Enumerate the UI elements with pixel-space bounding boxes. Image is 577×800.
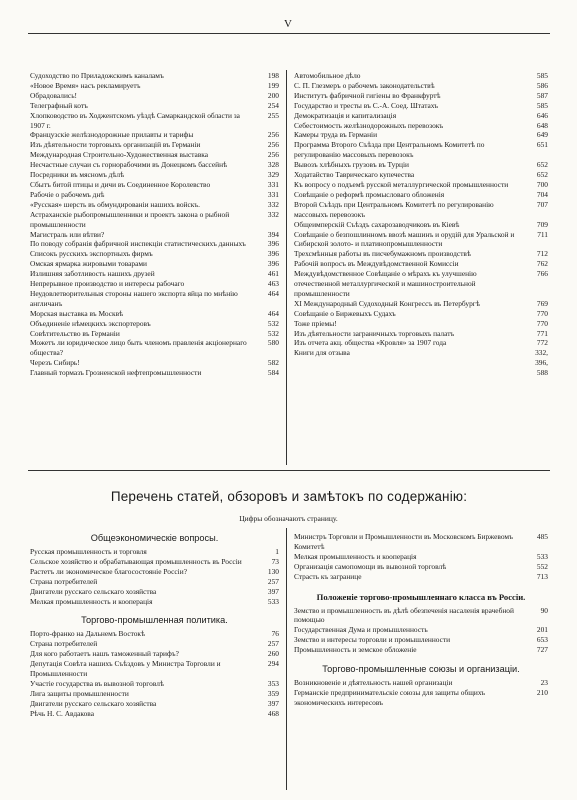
entry-title: Совѣщаніе о реформѣ промысловаго обложенія [294,189,445,199]
entry-page: 396 [267,239,279,249]
entry-title: Рабочіе о рабочемъ днѣ [30,189,105,199]
entry-title: Для кого работаетъ нашъ таможенный тарифъ? [30,649,179,659]
entry-page: 210 [536,687,548,697]
entry-title: Телеграфный котъ [30,100,88,110]
index-entry [30,319,279,329]
entry-page: 709 [536,219,548,229]
category-heading: Положеніе торгово-промышленнаго класса въ Россіи. [316,591,526,602]
index-entry [294,121,548,131]
index-entry [30,81,279,91]
index-entry [294,140,548,160]
index-entry [294,160,548,170]
entry-title: Совѣтительство въ Германіи [30,328,120,338]
entry-page: 769 [536,298,548,308]
entry-page: 464 [267,288,279,298]
entry-page: 463 [267,279,279,289]
index-entry [30,150,279,160]
entry-page: 649 [536,130,548,140]
entry-page: 332 [267,199,279,209]
index-entry [30,170,279,180]
index-entry [294,552,548,562]
index-entry [294,220,548,230]
entry-title: Земство и интересы торговли и промышленности [294,635,451,645]
entry-page: 651 [536,140,548,150]
entry-title: Объединеніе нѣмецкихъ экспортеровъ [30,318,151,328]
index-entry [294,269,548,299]
entry-title: Международная Строительно-Художественная выставка [30,150,209,160]
entry-title: С. П. Глезмеръ о рабочемъ законодательствѣ [294,80,435,90]
index-entry [30,269,279,279]
entry-title: По поводу собранія фабричной инспекціи статистическихъ данныхъ [30,239,246,249]
index-entry [30,210,279,230]
entry-title: Мелкая промышленность и кооперація [30,596,153,606]
entry-page: 199 [267,80,279,90]
index-entry [294,338,548,348]
entry-title: Изъ отчета акц. общества «Кровля» за 1907 года [294,338,447,348]
entry-page: 707 [536,199,548,209]
index-entry [30,259,279,269]
entry-title: Автомобильное дѣло [294,71,361,80]
entry-page: 260 [267,649,279,659]
entry-title: Растетъ ли экономическое благосостояніе Россіи? [30,566,187,576]
entry-page: 648 [536,120,548,130]
entry-title: Государство и тресты въ С.-А. Соед. Штатахъ [294,100,439,110]
index-entry [30,111,279,131]
content-column-bottom-left [30,528,279,719]
index-entry [294,572,548,582]
entry-page: 586 [536,80,548,90]
entry-page: 582 [267,358,279,368]
index-entry [30,639,279,649]
entry-title: Страна потребителей [30,639,98,649]
entry-title: Мелкая промышленность и кооперація [294,551,417,561]
entry-title: Главный тормазъ Грозненской нефтепромышленности [30,368,202,378]
entry-title: Изъ дѣятельности торговыхъ организацій въ Германіи [30,140,201,150]
index-entry [294,101,548,111]
entry-title: «Русская» шерсть въ обмундированіи нашихъ войскъ. [30,199,201,209]
index-entry [30,547,279,557]
entry-title: Излишняя заботливость нашихъ друзей [30,269,155,279]
index-entry [30,659,279,679]
entry-page: 359 [267,688,279,698]
entry-page: 713 [536,571,548,581]
entry-page: 762 [536,259,548,269]
entry-page: 532 [267,318,279,328]
entry-page: 485 [536,532,548,541]
entry-page: 76 [271,629,279,639]
entry-page: 256 [267,150,279,160]
entry-title: Промышленность и земское обложеніе [294,645,417,655]
section-title: Перечень статей, обзоровъ и замѣтокъ по содержанію: [110,489,468,504]
entry-title: Хлопководство въ Ходжентскомъ уѣздѣ Самаркандской области за 1907 г. [30,110,240,130]
entry-page: 331 [267,179,279,189]
entry-page: 396 [267,259,279,269]
entry-page: 532 [267,328,279,338]
index-entry [294,81,548,91]
index-entry [294,645,548,655]
category-heading: Торгово-промышленные союзы и организаціи. [322,664,520,675]
entry-title: Порто-франко на Дальнемъ Востокѣ [30,629,146,639]
entry-page: 712 [536,249,548,259]
entry-title: Страна потребителей [30,576,98,586]
index-entry [30,200,279,210]
index-entry [30,689,279,699]
entry-page: 201 [536,625,548,635]
entry-title: Второй Съѣздъ при Центральномъ Комитетѣ по регулированію массовыхъ перевозокъ [294,199,494,219]
index-entry [294,688,548,708]
entry-page: 255 [267,110,279,120]
entry-title: Междувѣдомственное Совѣщаніе о мѣрахъ къ улучшенію отечественной металлургической и машиностроительной промышленности [294,269,477,298]
entry-title: Вывозъ хлѣбныхъ грузовъ въ Турціи [294,160,409,170]
section-rule [28,470,550,471]
entry-page: 394 [267,229,279,239]
entry-title: Двигатели русскаго сельскаго хозяйства [30,586,157,596]
index-entry [30,649,279,659]
entry-title: Тоже пріемы! [294,318,337,328]
entry-title: Страсть къ загранице [294,571,362,581]
index-entry [294,625,548,635]
section-subtitle: Цифры обозначаютъ страницу. [239,514,338,523]
index-entry [294,249,548,259]
entry-title: Омская ярмарка жировыми товарами [30,259,147,269]
index-entry [30,557,279,567]
entry-page: 256 [267,130,279,140]
entry-page: 329 [267,170,279,180]
index-entry [30,587,279,597]
entry-page: 704 [536,189,548,199]
entry-title: Несчастные случаи съ горнорабочими въ Донецкомъ бассейнѣ [30,160,228,170]
index-entry [294,130,548,140]
index-entry [30,577,279,587]
entry-title: Морская выставка въ Москвѣ [30,308,124,318]
entry-page: 727 [536,645,548,655]
entry-page: 331 [267,189,279,199]
entry-title: Лига защиты промышленности [30,688,129,698]
entry-title: Возникновеніе и дѣятельность нашей организаціи [294,678,453,688]
entry-title: Общеимперскій Съѣздъ сахарозаводчиковъ въ Кіевѣ [294,219,460,229]
entry-page: 332, 396, 588 [535,348,548,378]
entry-title: Земство и промышленность въ дѣлѣ обезпеченія насаленія врачебной помощью [294,605,514,625]
entry-title: Сбытъ битой птицы и дичи въ Соединенное Королевство [30,179,211,189]
index-entry [294,635,548,645]
index-entry [30,709,279,719]
entry-page: 770 [536,318,548,328]
entry-page: 332 [267,209,279,219]
entry-title: «Новое Время» насъ рекламируетъ [30,80,141,90]
index-entry [30,279,279,289]
entry-page: 652 [536,170,548,180]
index-entry [294,348,548,378]
index-entry [294,562,548,572]
column-divider-bottom [286,528,287,790]
index-entry [30,140,279,150]
entry-page: 580 [267,338,279,348]
entry-title: Обрадовались! [30,90,78,100]
index-entry [294,532,548,552]
top-rule [28,33,550,34]
entry-page: 353 [267,678,279,688]
index-entry [294,309,548,319]
index-entry [294,230,548,250]
entry-page: 200 [267,90,279,100]
column-divider-top [286,70,287,465]
entry-title: Непрерывное производство и интересы рабочаго [30,279,185,289]
entry-page: 461 [267,269,279,279]
entry-page: 464 [267,308,279,318]
entry-page: 254 [267,100,279,110]
entry-title: Посредники въ мясномъ дѣлѣ [30,170,125,180]
entry-page: 468 [267,708,279,718]
entry-title: Можетъ ли юридическое лицо быть членомъ правленія акціонернаго общества? [30,338,247,358]
entry-title: Изъ дѣятельности заграничныхъ торговыхъ палатъ [294,328,455,338]
entry-page: 328 [267,160,279,170]
index-entry [30,190,279,200]
entry-page: 23 [540,678,548,688]
index-entry [30,629,279,639]
entry-page: 711 [537,229,548,239]
entry-page: 533 [267,596,279,606]
entry-page: 770 [536,308,548,318]
entry-title: Астраханскіе рыбопромышленники и проектъ закона о рыбной промышленности [30,209,230,229]
entry-title: Совѣщаніе о безпошлинномъ ввозѣ машинъ и орудій для Уральской и Сибирской золото- и платинопромышленности [294,229,515,249]
index-entry [30,329,279,339]
entry-title: Совѣщаніе о Биржевыхъ Судахъ [294,308,396,318]
entry-title: Демократизація и капитализація [294,110,397,120]
entry-page: 397 [267,586,279,596]
entry-title: Сельское хозяйство и обрабатывающая промышленность въ Россіи [30,556,242,566]
index-entry [294,91,548,101]
entry-page: 198 [267,71,279,80]
entry-title: Себестоимость желѣзнодорожныхъ перевозокъ [294,120,444,130]
index-entry [30,309,279,319]
entry-title: Судоходство по Приладожскимъ каналамъ [30,71,164,80]
index-entry [294,190,548,200]
entry-page: 257 [267,576,279,586]
entry-page: 396 [267,249,279,259]
entry-page: 652 [536,160,548,170]
entry-title: Министръ Торговли и Промышленности въ Московскомъ Биржевомъ Комитетѣ [294,532,513,551]
entry-page: 646 [536,110,548,120]
index-entry [294,170,548,180]
entry-page: 653 [536,635,548,645]
index-entry [30,230,279,240]
entry-title: Организація самопомощи въ вывозной торговлѣ [294,561,447,571]
index-entry [30,91,279,101]
index-entry [30,239,279,249]
page-number: V [284,18,293,30]
entry-page: 552 [536,561,548,571]
index-entry [30,699,279,709]
entry-page: 772 [536,338,548,348]
entry-title: Черезъ Сибирь! [30,358,80,368]
entry-page: 90 [540,605,548,615]
entry-title: Институтъ фабричной гигіены во Франкфуртѣ [294,90,441,100]
entry-title: Камеры труда въ Германіи [294,130,378,140]
index-entry [294,180,548,190]
index-entry [30,567,279,577]
entry-title: Неудовлетворительныя стороны нашего экспорта яйца по мнѣнію англичанъ [30,288,238,308]
entry-page: 1 [275,547,279,556]
index-entry [30,289,279,309]
entry-page: 130 [267,566,279,576]
index-entry [294,678,548,688]
entry-title: Программа Второго Съѣзда при Центральномъ Комитетѣ по регулированію массовыхъ перевозокъ [294,140,485,160]
index-entry [30,160,279,170]
entry-title: Книги для отзыва [294,348,350,358]
index-entry [294,259,548,269]
entry-page: 587 [536,90,548,100]
entry-title: Германскіе предпринимательскіе союзы для защиты общихъ экономическихъ интересовъ [294,687,486,707]
index-entry [30,338,279,358]
index-entry [294,329,548,339]
entry-page: 585 [536,71,548,80]
entry-title: Магистраль или вѣтви? [30,229,105,239]
entry-title: Рабочій вопросъ въ Междувѣдомственной Комиссіи [294,259,459,269]
entry-title: Французскіе желѣзнодорожные прилавты и тарифы [30,130,194,140]
entry-title: Ходатайство Таврическаго купечества [294,170,415,180]
index-entry [30,101,279,111]
entry-page: 766 [536,269,548,279]
entry-page: 533 [536,551,548,561]
entry-title: Къ вопросу о подъемѣ русской металлургической промышленности [294,179,509,189]
index-entry [30,249,279,259]
entry-title: Русская промышленность и торговля [30,547,147,556]
index-entry [30,180,279,190]
index-column-top-right [294,71,548,378]
entry-title: Рѣчь Н. С. Авдакова [30,708,94,718]
entry-title: Государственная Дума и промышленность [294,625,428,635]
index-entry [294,111,548,121]
entry-page: 584 [267,368,279,378]
index-entry [30,368,279,378]
entry-title: Трехсмѣнныя работы въ писчебумажномъ производствѣ [294,249,471,259]
index-entry [294,299,548,309]
index-entry [30,679,279,689]
entry-page: 256 [267,140,279,150]
entry-title: XI Международный Судоходный Конгрессъ въ Петербургѣ [294,298,480,308]
entry-title: Двигатели русскаго сельскаго хозяйства [30,698,157,708]
index-entry [294,200,548,220]
index-entry [294,606,548,626]
index-entry [294,71,548,81]
entry-page: 257 [267,639,279,649]
entry-title: Депутація Совѣта нашихъ Съѣздовъ у Министра Торговли и Промышленности [30,659,221,679]
entry-page: 585 [536,100,548,110]
index-entry [30,130,279,140]
index-column-top-left [30,71,279,378]
entry-page: 73 [271,556,279,566]
category-heading: Торгово-промышленная политика. [81,615,228,626]
index-entry [30,71,279,81]
content-column-bottom-right [294,532,548,708]
entry-page: 700 [536,179,548,189]
entry-page: 397 [267,698,279,708]
index-entry [30,358,279,368]
entry-title: Списокъ русскихъ экспортныхъ фирмъ [30,249,153,259]
category-heading: Общеэкономическіе вопросы. [90,533,219,543]
entry-page: 771 [536,328,548,338]
entry-page: 294 [267,659,279,669]
index-entry [294,319,548,329]
entry-title: Участіе государства въ вывозной торговлѣ [30,678,164,688]
index-entry [30,597,279,607]
